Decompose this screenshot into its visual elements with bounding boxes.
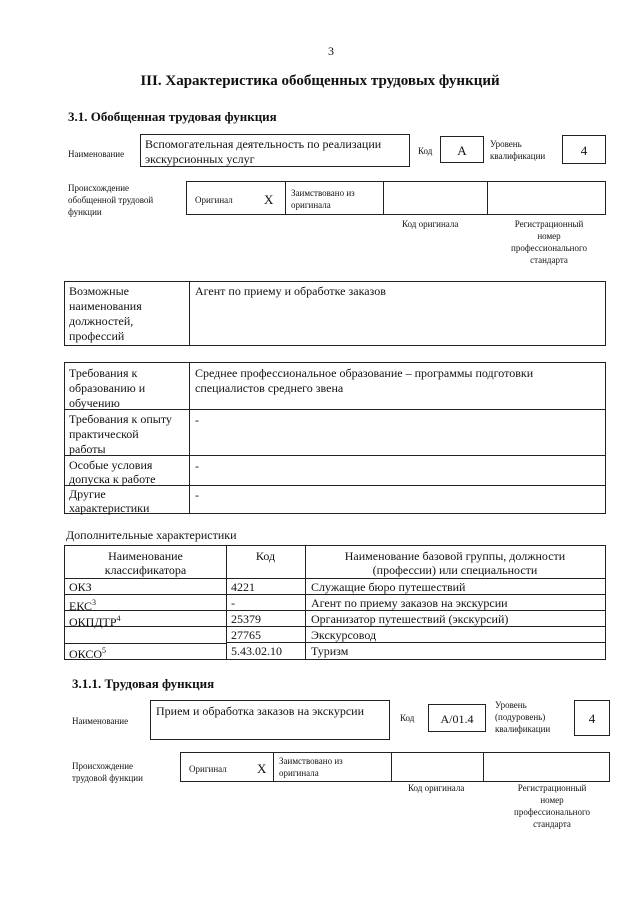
tf-code-label: Код	[400, 713, 415, 723]
tf-name-box	[150, 700, 390, 740]
req-edu-v1: Среднее профессиональное образование – программы подготовки	[195, 366, 534, 380]
req-edu-3: обучению	[69, 396, 120, 410]
tf-level-box: 4	[574, 700, 610, 736]
tf-code-original: Код оригинала	[408, 783, 465, 793]
otf-borrowed-1: Заимствовано из	[291, 188, 355, 198]
otf-code-label: Код	[418, 146, 433, 156]
extra-row-footnote: 3	[92, 598, 97, 607]
extra-row-code: 4221	[231, 580, 255, 594]
tf-name-value: Прием и обработка заказов на экскурсии	[156, 704, 364, 718]
tf-original-label: Оригинал	[189, 764, 227, 774]
extra-row-name: Агент по приему заказов на экскурсии	[311, 596, 508, 610]
req-exp-v: -	[195, 413, 199, 427]
otf-level-label-1: Уровень	[490, 139, 522, 149]
extra-row-classifier	[69, 644, 106, 661]
tf-level-2: (подуровень)	[495, 712, 546, 722]
req-oth-1: Другие	[69, 487, 106, 501]
req-oth-v: -	[195, 488, 199, 502]
tf-name-label: Наименование	[72, 716, 129, 726]
page-number: 3	[328, 44, 334, 58]
tf-level-1: Уровень	[495, 700, 527, 710]
tf-reg-4: стандарта	[533, 819, 571, 829]
extra-h2: Код	[255, 549, 276, 563]
req-edu-1: Требования к	[69, 366, 138, 380]
otf-original-label: Оригинал	[195, 195, 233, 205]
req-spec-v: -	[195, 459, 199, 473]
page-title: III. Характеристика обобщенных трудовых функций	[140, 73, 500, 89]
tf-code-box: A/01.4	[428, 704, 486, 732]
extra-h1b: классификатора	[104, 563, 187, 577]
req-edu-v2: специалистов среднего звена	[195, 381, 344, 395]
tf-origin-2: трудовой функции	[72, 773, 143, 783]
extra-row-classifier-text: ОКЗ	[69, 580, 92, 594]
positions-label-4: профессий	[69, 329, 125, 343]
tf-borrowed-2: оригинала	[279, 768, 319, 778]
positions-label-2: наименования	[69, 299, 142, 313]
extra-row-code: -	[231, 596, 235, 610]
extra-row-classifier	[69, 580, 92, 594]
extra-row-name: Организатор путешествий (экскурсий)	[311, 612, 509, 626]
otf-original-mark: X	[264, 192, 274, 207]
extra-h3b: (профессии) или специальности	[372, 563, 538, 577]
otf-origin-label-3: функции	[68, 207, 102, 217]
otf-code-original: Код оригинала	[402, 219, 459, 229]
tf-reg-1: Регистрационный	[517, 783, 587, 793]
otf-level-label-2: квалификации	[490, 151, 546, 161]
req-spec-1: Особые условия	[69, 458, 153, 472]
positions-table	[64, 281, 606, 346]
extra-row-code: 5.43.02.10	[231, 644, 282, 658]
otf-borrowed-2: оригинала	[291, 200, 331, 210]
otf-reg-3: профессионального	[511, 243, 587, 253]
positions-label-1: Возможные	[69, 284, 129, 298]
otf-name-box: Вспомогательная деятельность по реализации экскурсионных услуг	[140, 134, 410, 167]
otf-origin-label-1: Происхождение	[68, 183, 130, 193]
otf-reg-1: Регистрационный	[514, 219, 584, 229]
req-exp-2: практической	[69, 427, 139, 441]
extra-row-code: 25379	[231, 612, 261, 626]
req-exp-3: работы	[69, 442, 106, 456]
otf-name-label: Наименование	[68, 149, 125, 159]
tf-level-3: квалификации	[495, 724, 551, 734]
otf-origin-label-2: обобщенной трудовой	[68, 195, 154, 205]
tf-reg-2: номер	[540, 795, 564, 805]
extra-row-classifier	[69, 612, 121, 629]
tf-original-mark: X	[257, 761, 267, 776]
extra-row-classifier-text: ЕКС	[69, 599, 93, 613]
extra-row-name: Служащие бюро путешествий	[311, 580, 466, 594]
otf-code-box: A	[440, 136, 484, 163]
extra-row-footnote: 5	[102, 646, 107, 655]
requirements-table	[64, 362, 606, 514]
req-spec-2: допуска к работе	[69, 472, 156, 486]
otf-reg-4: стандарта	[530, 255, 568, 265]
tf-origin-table	[180, 752, 610, 782]
positions-label-3: должностей,	[69, 314, 134, 328]
section-heading-3-1-1: 3.1.1. Трудовая функция	[72, 676, 215, 691]
section-heading-3-1: 3.1. Обобщенная трудовая функция	[68, 109, 277, 124]
tf-origin-1: Происхождение	[72, 761, 134, 771]
extra-row-name: Экскурсовод	[311, 628, 377, 642]
tf-reg-3: профессионального	[514, 807, 590, 817]
extra-h1a: Наименование	[108, 549, 183, 563]
req-edu-2: образованию и	[69, 381, 146, 395]
positions-value: Агент по приему и обработке заказов	[195, 284, 386, 298]
otf-origin-table	[186, 181, 606, 215]
req-oth-2: характеристики	[69, 501, 150, 515]
extra-row-classifier	[69, 596, 96, 613]
extra-h3a: Наименование базовой группы, должности	[344, 549, 566, 563]
extra-row-footnote: 4	[116, 614, 121, 623]
tf-borrowed-1: Заимствовано из	[279, 756, 343, 766]
otf-level-box: 4	[562, 135, 606, 164]
extra-table	[64, 545, 606, 660]
extra-row-code: 27765	[231, 628, 261, 642]
otf-reg-2: номер	[537, 231, 561, 241]
extra-row-classifier-text: ОКСО	[69, 647, 103, 661]
extra-row-name: Туризм	[311, 644, 349, 658]
req-exp-1: Требования к опыту	[69, 412, 172, 426]
extra-title: Дополнительные характеристики	[66, 528, 237, 542]
extra-row-classifier-text: ОКПДТР	[69, 615, 117, 629]
